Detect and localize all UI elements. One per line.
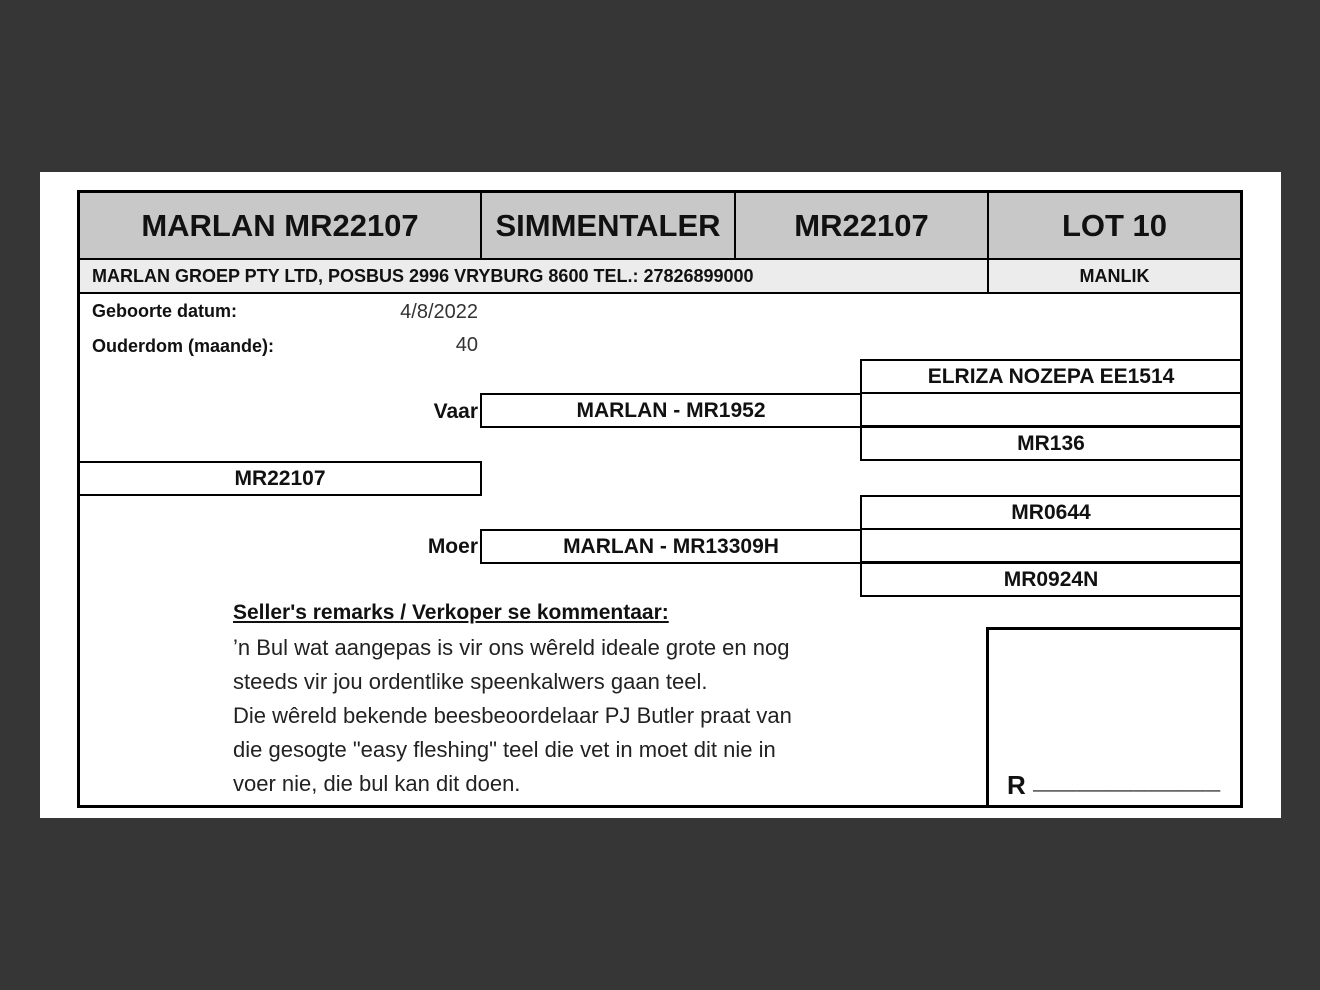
auction-sheet — [40, 172, 1281, 818]
sire-grandparent-connector — [860, 392, 1240, 427]
dam-label: Moer — [427, 535, 478, 558]
sire-box: MARLAN - MR1952 — [480, 393, 862, 428]
remark-line: steeds vir jou ordentlike speenkalwers gaan teel. — [233, 669, 708, 694]
remark-line: die gesogte "easy fleshing" teel die vet in moet dit nie in — [233, 737, 776, 762]
remark-line: ’n Bul wat aangepas is vir ons wêreld ideale grote en nog — [233, 635, 790, 660]
dam-sire-box: MR0644 — [860, 495, 1240, 530]
price-box — [986, 627, 1240, 805]
price-currency-label: R — [1007, 770, 1026, 800]
dam-box: MARLAN - MR13309H — [480, 529, 862, 564]
sire-sire-box: ELRIZA NOZEPA EE1514 — [860, 359, 1240, 394]
sex-cell: MANLIK — [989, 260, 1240, 294]
age-label: Ouderdom (maande): — [92, 336, 275, 356]
animal-name-cell: MARLAN MR22107 — [80, 193, 482, 260]
birth-date-label: Geboorte datum: — [92, 301, 238, 321]
remarks-title: Seller's remarks / Verkoper se kommentaar: — [233, 601, 669, 624]
sire-dam-box: MR136 — [860, 426, 1240, 461]
remark-line: voer nie, die bul kan dit doen. — [233, 771, 521, 796]
seller-info: MARLAN GROEP PTY LTD, POSBUS 2996 VRYBURG 8600 TEL.: 27826899000 — [80, 260, 989, 294]
lot-card — [77, 190, 1243, 808]
birth-date-value: 4/8/2022 — [400, 301, 478, 323]
dam-grandparent-connector — [860, 528, 1240, 563]
animal-id-cell: MR22107 — [736, 193, 989, 260]
animal-box: MR22107 — [80, 461, 482, 496]
remarks-body — [233, 631, 873, 801]
lot-number-cell: LOT 10 — [989, 193, 1240, 260]
sire-label: Vaar — [433, 400, 478, 423]
dam-dam-box: MR0924N — [860, 562, 1240, 597]
price-blank-line[interactable]: _____________ — [1033, 770, 1221, 797]
age-value: 40 — [455, 334, 478, 356]
remark-line: Die wêreld bekende beesbeoordelaar PJ Butler praat van — [233, 703, 792, 728]
breed-cell: SIMMENTALER — [482, 193, 736, 260]
